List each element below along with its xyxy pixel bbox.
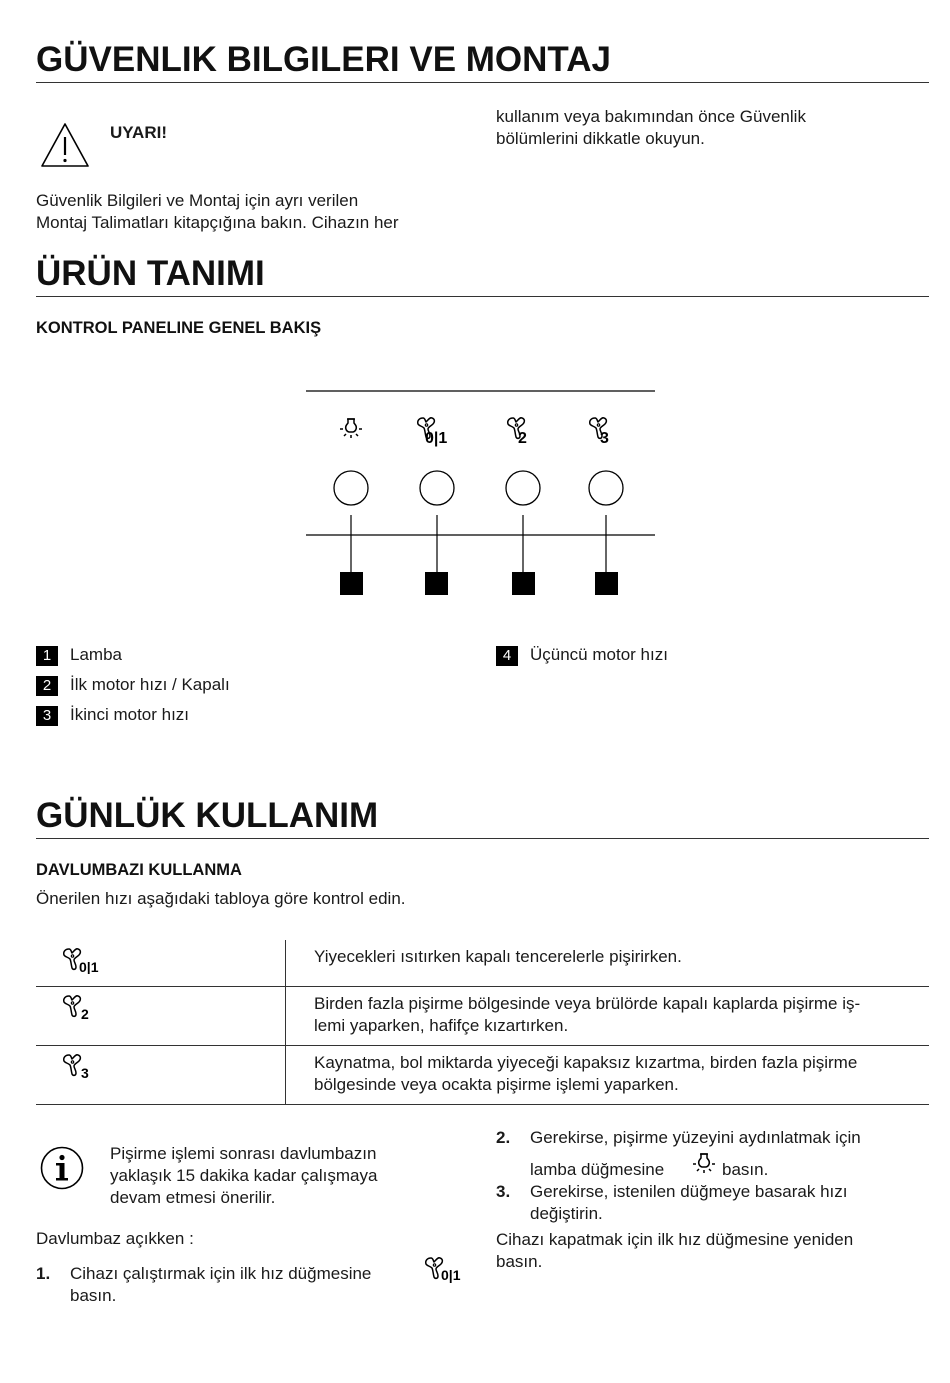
legend-item: 3 İkinci motor hızı	[36, 704, 189, 726]
callout-marker-1	[340, 572, 363, 595]
hood-on-label: Davlumbaz açıkken :	[36, 1229, 194, 1248]
lamp-button	[334, 471, 368, 505]
step-2-text: Gerekirse, pişirme yüzeyini aydınlatmak için	[530, 1128, 861, 1147]
svg-text:3: 3	[81, 1064, 89, 1080]
control-panel-diagram	[300, 385, 660, 605]
callout-marker-3	[512, 572, 535, 595]
table-row	[36, 1045, 929, 1104]
step-3-text: Gerekirse, istenilen düğmeye basarak hızı değiştirin.	[530, 1182, 848, 1223]
legend-item: 4 Üçüncü motor hızı	[496, 644, 668, 666]
legend-item: 2 İlk motor hızı / Kapalı	[36, 674, 230, 696]
table-cell-text: Yiyecekleri ısıtırken kapalı tencerelerle pişirirken.	[314, 947, 682, 966]
panel-subscript-3: 3	[600, 430, 609, 447]
fan-icon	[62, 1052, 122, 1080]
subtitle-control-panel: KONTROL PANELINE GENEL BAKIŞ	[36, 319, 322, 337]
step-1-text-cont: basın.	[70, 1286, 117, 1305]
table-row	[36, 940, 929, 986]
speed-2-button	[506, 471, 540, 505]
section-title-safety: GÜVENLIK BILGILERI VE MONTAJ	[36, 40, 929, 83]
step-3-number: 3.	[496, 1182, 511, 1201]
fan-icon	[424, 1255, 468, 1283]
fan-icon	[62, 946, 122, 974]
svg-text:0|1: 0|1	[79, 959, 99, 974]
table-cell-text: Birden fazla pişirme bölgesinde veya brülörde kapalı kaplarda pişirme iş- lemi yaparken, hafifçe kızartırken.	[314, 993, 861, 1035]
speed-3-button	[589, 471, 623, 505]
lamp-icon	[340, 419, 362, 438]
callout-marker-2	[425, 572, 448, 595]
closing-text: Cihazı kapatmak için ilk hız düğmesine yeniden basın.	[496, 1230, 854, 1271]
svg-text:2: 2	[81, 1005, 89, 1021]
fan-icon	[62, 993, 122, 1021]
safety-text-left: Güvenlik Bilgileri ve Montaj için ayrı verilen Montaj Talimatları kitapçığına bakın. Cihazın her	[36, 191, 399, 232]
section-title-product: ÜRÜN TANIMI	[36, 254, 929, 297]
panel-subscript-1: 0|1	[425, 430, 448, 447]
safety-text-right: kullanım veya bakımından önce Güvenlik bölümlerini dikkatle okuyun.	[496, 107, 806, 148]
info-circle-icon	[39, 1145, 85, 1191]
speed-table	[36, 940, 929, 1105]
speed-1-button	[420, 471, 454, 505]
step-2-text-end: basın.	[722, 1160, 769, 1179]
table-cell-text: Kaynatma, bol miktarda yiyeceği kapaksız kızartma, birden fazla pişirme bölgesinde veya ocakta pişirme işlemi yaparken.	[314, 1052, 858, 1094]
step-1-text: Cihazı çalıştırmak için ilk hız düğmesine	[70, 1264, 372, 1283]
step-2-text-cont: lamba düğmesine	[530, 1160, 665, 1179]
lamp-icon	[692, 1152, 716, 1174]
warning-triangle-icon	[40, 122, 90, 168]
section-title-daily: GÜNLÜK KULLANIM	[36, 796, 929, 839]
panel-subscript-2: 2	[518, 430, 527, 447]
table-row	[36, 986, 929, 1045]
step-1-number: 1.	[36, 1264, 51, 1283]
subtitle-using-hood: DAVLUMBAZI KULLANMA	[36, 861, 242, 879]
table-intro: Önerilen hızı aşağıdaki tabloya göre kontrol edin.	[36, 889, 406, 908]
info-note: Pişirme işlemi sonrası davlumbazın yaklaşık 15 dakika kadar çalışmaya devam etmesi önerilir.	[110, 1144, 378, 1207]
svg-text:0|1: 0|1	[441, 1267, 461, 1283]
step-2-number: 2.	[496, 1128, 511, 1147]
warning-label: UYARI!	[110, 123, 167, 142]
callout-marker-4	[595, 572, 618, 595]
legend-item: 1 Lamba	[36, 644, 122, 666]
